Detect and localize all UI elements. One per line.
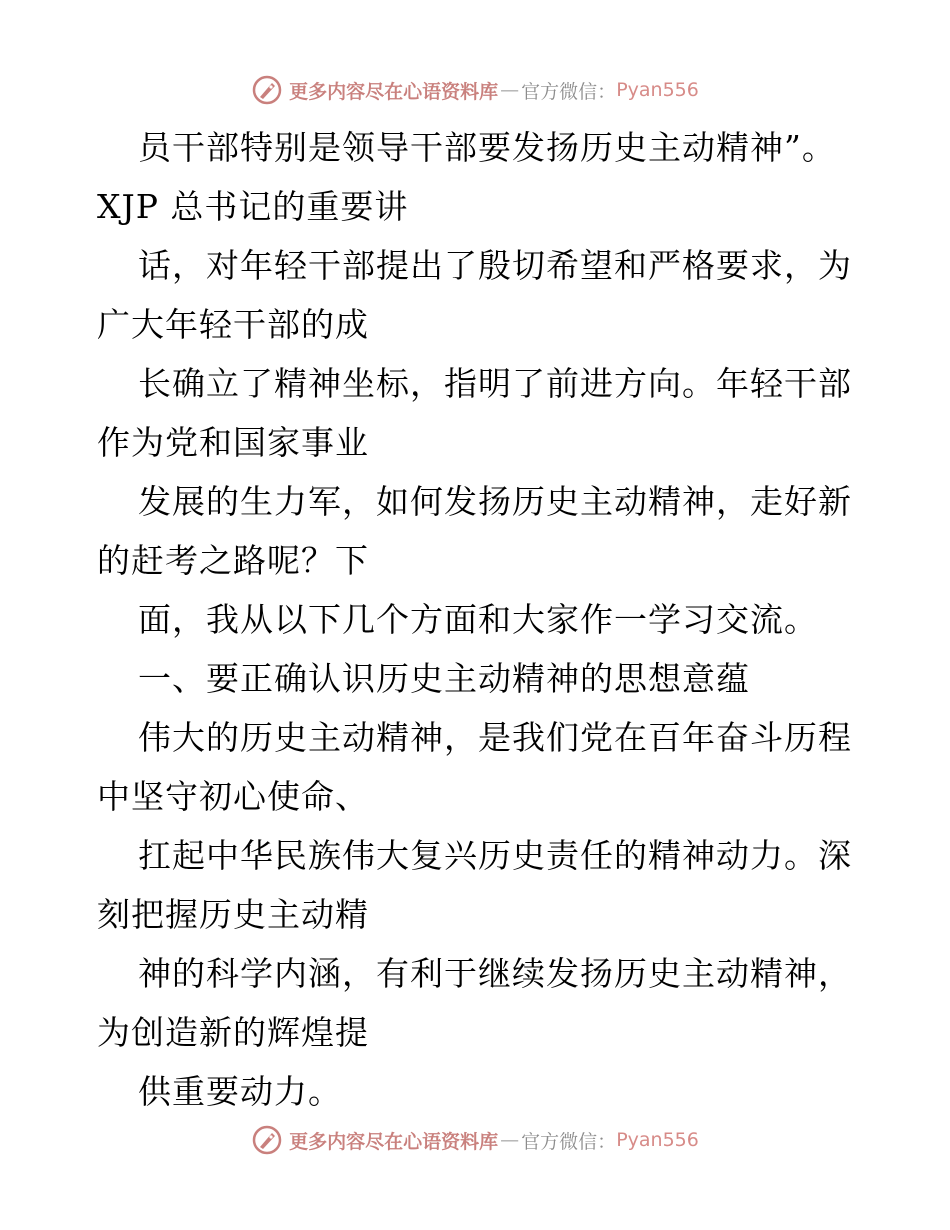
document-body [97,118,867,1121]
banner-wechat-id: Pyan556 [616,1129,699,1151]
banner-main-text: 更多内容尽在心语资料库 [289,80,499,103]
banner-contact-label: 官方微信： [521,1130,617,1153]
text-line: 供重要动力。 [138,1072,342,1111]
text-line: XJP 总书记的重要讲 [97,187,409,226]
section-heading: 一、要正确认识历史主动精神的思想意蕴 [138,659,750,698]
banner-contact-label: 官方微信： [521,80,617,103]
text-line: 刻把握历史主动精 [97,895,369,934]
footer-watermark-banner [0,1120,950,1160]
text-line: 的赶考之路呢？下 [97,541,369,580]
text-line: 神的科学内涵，有利于继续发扬历史主动精神， [138,954,852,993]
text-line: 作为党和国家事业 [97,423,369,462]
banner-main-text: 更多内容尽在心语资料库 [289,1130,499,1153]
text-line: 广大年轻干部的成 [97,305,369,344]
pen-nib-icon [251,74,283,106]
text-line: 员干部特别是领导干部要发扬历史主动精神”。 [138,128,836,167]
text-line: 伟大的历史主动精神，是我们党在百年奋斗历程 [138,718,852,757]
text-line: 长确立了精神坐标，指明了前进方向。年轻干部 [138,364,852,403]
text-line: 为创造新的辉煌提 [97,1013,369,1052]
banner-dash: — [500,79,520,101]
banner-wechat-id: Pyan556 [616,79,699,101]
pen-nib-icon [251,1124,283,1156]
banner-dash: — [500,1129,520,1151]
text-line: 扛起中华民族伟大复兴历史责任的精神动力。深 [138,836,852,875]
text-line: 发展的生力军，如何发扬历史主动精神，走好新 [138,482,852,521]
text-line: 中坚守初心使命、 [97,777,369,816]
text-line: 面，我从以下几个方面和大家作一学习交流。 [138,600,818,639]
text-line: 话，对年轻干部提出了殷切希望和严格要求，为 [138,246,852,285]
header-watermark-banner [0,70,950,110]
